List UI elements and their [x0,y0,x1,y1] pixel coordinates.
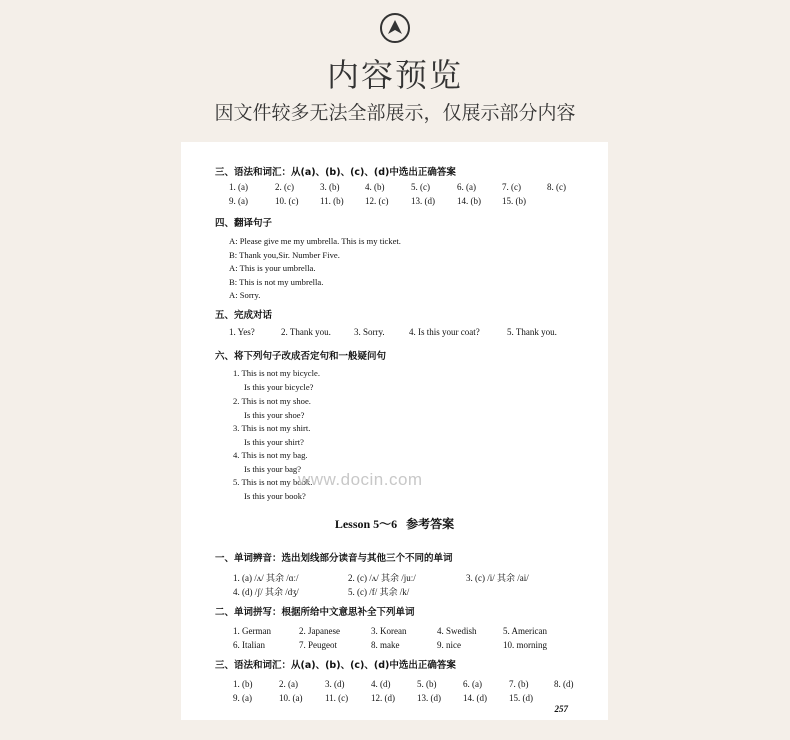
answer: 5. (c) /f/ 其余 /k/ [348,587,410,597]
answer: 4. Is this your coat? [409,327,480,337]
answer: 15. (d) [509,693,533,703]
answer: 4. (b) [365,182,385,192]
answer: 3. Korean [371,626,407,636]
answer: 3. (b) [320,182,340,192]
document-page [181,142,608,720]
translation-line: A: Sorry. [229,290,261,300]
page-subtitle: 因文件较多无法全部展示，仅展示部分内容 [214,102,576,124]
answer: 3. (c) /i/ 其余 /ai/ [466,573,529,583]
lesson-name: Lesson 5～6 [334,517,398,531]
answer: 5. American [503,626,547,636]
lesson-heading [181,515,608,532]
answer: 6. (a) [463,679,482,689]
answer: 5. Thank you. [507,327,557,337]
section-heading: 六、将下列句子改成否定句和一般疑问句 [215,351,387,362]
answer: 1. Yes? [229,327,255,337]
sentence-line: 3. This is not my shirt. [233,423,311,433]
sentence-line: Is this your book? [244,491,306,501]
sentence-line: Is this your shoe? [244,410,305,420]
answer: 14. (b) [457,196,481,206]
answer: 7. (b) [509,679,529,689]
answer: 2. Thank you. [281,327,331,337]
answer: 8. (c) [547,182,566,192]
answer: 3. (d) [325,679,345,689]
answer: 1. German [233,626,271,636]
sentence-line: 2. This is not my shoe. [233,396,311,406]
sentence-line: Is this your bag? [244,464,302,474]
answer: 11. (b) [320,196,344,206]
answer: 1. (a) [229,182,248,192]
section-heading: 五、完成对话 [215,310,273,321]
answer: 13. (d) [411,196,435,206]
answer: 1. (b) [233,679,253,689]
answer: 6. (a) [457,182,476,192]
translation-line: A: This is your umbrella. [229,263,316,273]
up-arrow-circle-icon [379,12,411,44]
section-heading: 三、语法和词汇：从(a)、(b)、(c)、(d)中选出正确答案 [215,660,456,671]
sentence-line: 1. This is not my bicycle. [233,368,320,378]
answer: 4. Swedish [437,626,477,636]
page-number: 257 [554,704,568,714]
answer: 1. (a) /ʌ/ 其余 /ɑː/ [233,573,299,583]
answer: 8. (d) [554,679,574,689]
answer: 2. Japanese [299,626,340,636]
answer: 12. (d) [371,693,395,703]
answer: 10. (c) [275,196,299,206]
answer: 14. (d) [463,693,487,703]
answer: 5. (b) [417,679,437,689]
answer: 3. Sorry. [354,327,385,337]
lesson-suffix: 参考答案 [406,517,455,531]
answer: 4. (d) /ʃ/ 其余 /dʒ/ [233,587,299,597]
translation-line: B: This is not my umbrella. [229,277,324,287]
page-title: 内容预览 [326,56,463,94]
translation-line: A: Please give me my umbrella. This is my ticket. [229,236,401,246]
watermark: www.docin.com [298,470,423,489]
answer: 10. morning [503,640,547,650]
sentence-line: 4. This is not my bag. [233,450,308,460]
sentence-line: 5. This is not my book. [233,477,313,487]
sentence-line: Is this your bicycle? [244,382,314,392]
answer: 9. nice [437,640,461,650]
answer: 6. Italian [233,640,265,650]
answer: 7. (c) [502,182,521,192]
answer: 11. (c) [325,693,349,703]
answer: 12. (c) [365,196,389,206]
sentence-line: Is this your shirt? [244,437,304,447]
answer: 8. make [371,640,400,650]
answer: 5. (c) [411,182,430,192]
answer: 10. (a) [279,693,303,703]
answer: 9. (a) [233,693,252,703]
section-heading: 二、单词拼写：根据所给中文意思补全下列单词 [215,607,415,618]
section-heading: 四、翻译句子 [215,218,273,229]
section-heading: 一、单词辨音：选出划线部分读音与其他三个不同的单词 [215,553,453,564]
section-heading: 三、语法和词汇：从(a)、(b)、(c)、(d)中选出正确答案 [215,167,456,178]
answer: 2. (c) [275,182,294,192]
answer: 4. (d) [371,679,391,689]
answer: 2. (c) /ʌ/ 其余 /juː/ [348,573,416,583]
answer: 2. (a) [279,679,298,689]
translation-line: B: Thank you,Sir. Number Five. [229,250,340,260]
answer: 9. (a) [229,196,248,206]
answer: 13. (d) [417,693,441,703]
answer: 15. (b) [502,196,526,206]
answer: 7. Peugeot [299,640,337,650]
